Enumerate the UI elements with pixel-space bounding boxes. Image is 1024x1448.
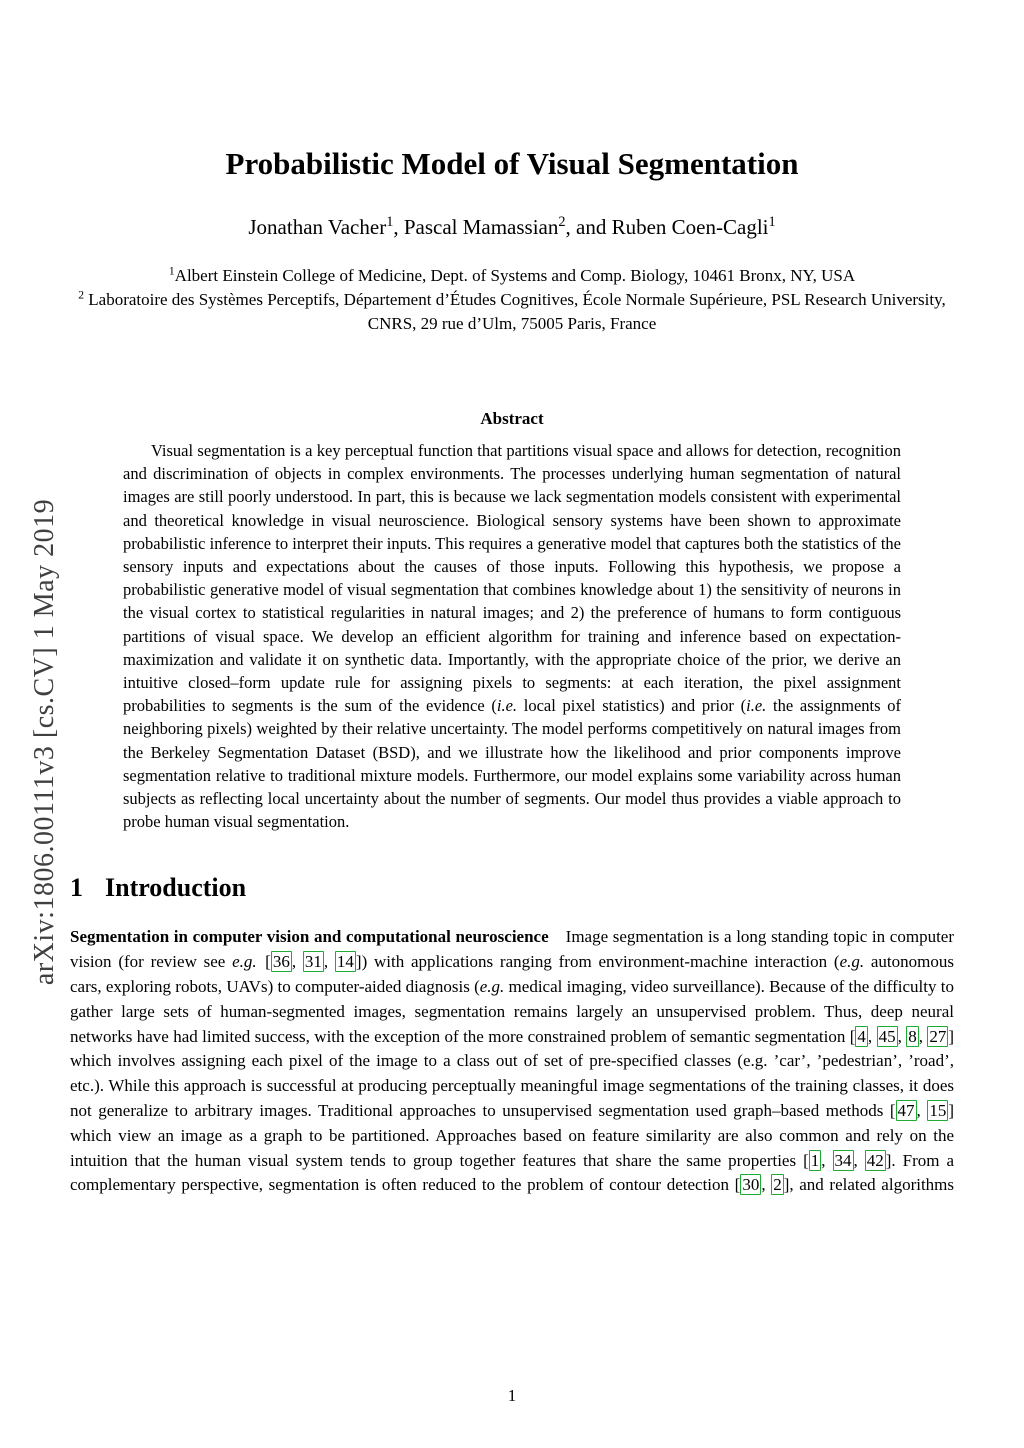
affiliation-1: $^1$Albert Einstein College of Medicine, Dept. of Systems and Comp. Biology, 10461 Bronx, NY, USA [168, 264, 856, 285]
text-run-italic: e.g. [839, 952, 865, 972]
text-run-italic: e.g. [232, 952, 257, 972]
abstract-section [0, 408, 1024, 833]
introduction-paragraph: Segmentation in computer vision and computational neuroscience Image segmentation is a long standing topic in computer vision (for review see e.g. [ 36 , 31 , 14 ]) with applications ranging from environment-machine interaction (e.g. autonomous cars, exploring robots, UAVs) to computer-aided diagnosis (e.g. medical imaging, video surveillance). Because of the difficulty to gather large sets of human-segmented images, segmentation remains largely an unsupervised problem. Thus, deep neural networks have had limited success, with the exception of the more constrained problem of semantic segmentation [ 4 , 45 , 8 , 27 ] which involves assigning each pixel of the image to a class out of set of pre-specified classes (e.g. ’car’, ’pedestrian’, ’road’, etc.). While this approach is successful at producing perceptually meaningful image segmentations of the training classes, it does not generalize to arbitrary images. Traditional approaches to unsupervised segmentation used graph–based methods [ 47 , 15 ] which view an image as a graph to be partitioned. Approaches based on feature similarity are also common and rely on the intuition that the human visual system tends to group together features that share the same properties [ 1 , 34 , 42 ]. From a complementary perspective, segmentation is often reduced to the problem of contour detection [ 30 , 2 ], and related algorithms [70, 927, 955, 1195]
citation-link[interactable]: 14 [336, 952, 354, 972]
paper-title: Probabilistic Model of Visual Segmentation [225, 146, 799, 181]
citation-link[interactable]: 47 [897, 1101, 915, 1121]
citation-link[interactable]: 4 [857, 1026, 866, 1046]
text-run-italic: i.e. [496, 696, 518, 716]
text-run-sup: 1 [386, 214, 394, 230]
citation-link[interactable]: 30 [742, 1175, 760, 1195]
citation-link[interactable]: 8 [908, 1026, 917, 1046]
text-run-sup: 1 [768, 214, 776, 230]
text-run-sup: 2 [558, 214, 566, 230]
affiliation-2: $^2$ Laboratoire des Systèmes Perceptifs, Département d’Études Cognitives, École Normale Supérieure, PSL Research University, CNRS, 29 rue d’Ulm, 75005 Paris, France [78, 288, 946, 333]
text-run-sup: 2 [78, 288, 85, 302]
authors-line: Jonathan Vacher$^1$, Pascal Mamassian$^2$, and Ruben Coen-Cagli$^1$ [248, 214, 776, 239]
citation-link[interactable]: 42 [866, 1150, 884, 1170]
section-heading-introduction [70, 873, 1024, 903]
citation-link[interactable]: 15 [929, 1101, 947, 1121]
text-run-bold: Segmentation in computer vision and computational neuroscience [70, 927, 549, 947]
text-run-italic: e.g. [479, 977, 505, 997]
text-run-italic: i.e. [746, 696, 767, 716]
citation-link[interactable]: 36 [272, 952, 290, 972]
citation-link[interactable]: 2 [773, 1175, 782, 1195]
citation-link[interactable]: 31 [304, 952, 322, 972]
affiliations-block [77, 264, 947, 336]
citation-link[interactable]: 27 [929, 1026, 947, 1046]
text-run-sup: 1 [168, 264, 175, 278]
section-title: Introduction [105, 873, 247, 903]
citation-link[interactable]: 1 [810, 1150, 820, 1170]
abstract-body: Visual segmentation is a key perceptual function that partitions visual space and allows for detection, recognition and discrimination of objects in complex environments. The processes underlying human segmentation of natural images are still poorly understood. In part, this is because we lack segmentation models consistent with experimental and theoretical knowledge in visual neuroscience. Biological sensory systems have been shown to approximate probabilistic inference to interpret their inputs. This requires a generative model that captures both the statistics of the sensory inputs and expectations about the causes of those inputs. Following this hypothesis, we propose a probabilistic generative model of visual segmentation that combines knowledge about 1) the sensitivity of neurons in the visual cortex to statistical regularities in natural images; and 2) the preference of humans to form contiguous partitions of visual space. We develop an efficient algorithm for training and inference based on expectation-maximization and validate it on synthetic data. Importantly, with the appropriate choice of the prior, we derive an intuitive closed–form update rule for assigning pixels to segments: at each iteration, the pixel assignment probabilities to segments is the sum of the evidence (i.e. local pixel statistics) and prior (i.e. the assignments of neighboring pixels) weighted by their relative uncertainty. The model performs competitively on natural images from the Berkeley Segmentation Dataset (BSD), and we illustrate how the likelihood and prior components improve segmentation relative to traditional mixture models. Furthermore, our model explains some variability across human subjects as reflecting local uncertainty about the number of segments. Our model thus provides a viable approach to probe human visual segmentation. [123, 441, 901, 832]
abstract-heading: Abstract [480, 409, 544, 428]
citation-link[interactable]: 45 [878, 1026, 896, 1046]
section-number: 1 [70, 873, 83, 903]
citation-link[interactable]: 34 [834, 1150, 852, 1170]
page-number: 1 [507, 1386, 517, 1405]
arxiv-watermark: arXiv:1806.00111v3 [cs.CV] 1 May 2019 [29, 498, 60, 986]
